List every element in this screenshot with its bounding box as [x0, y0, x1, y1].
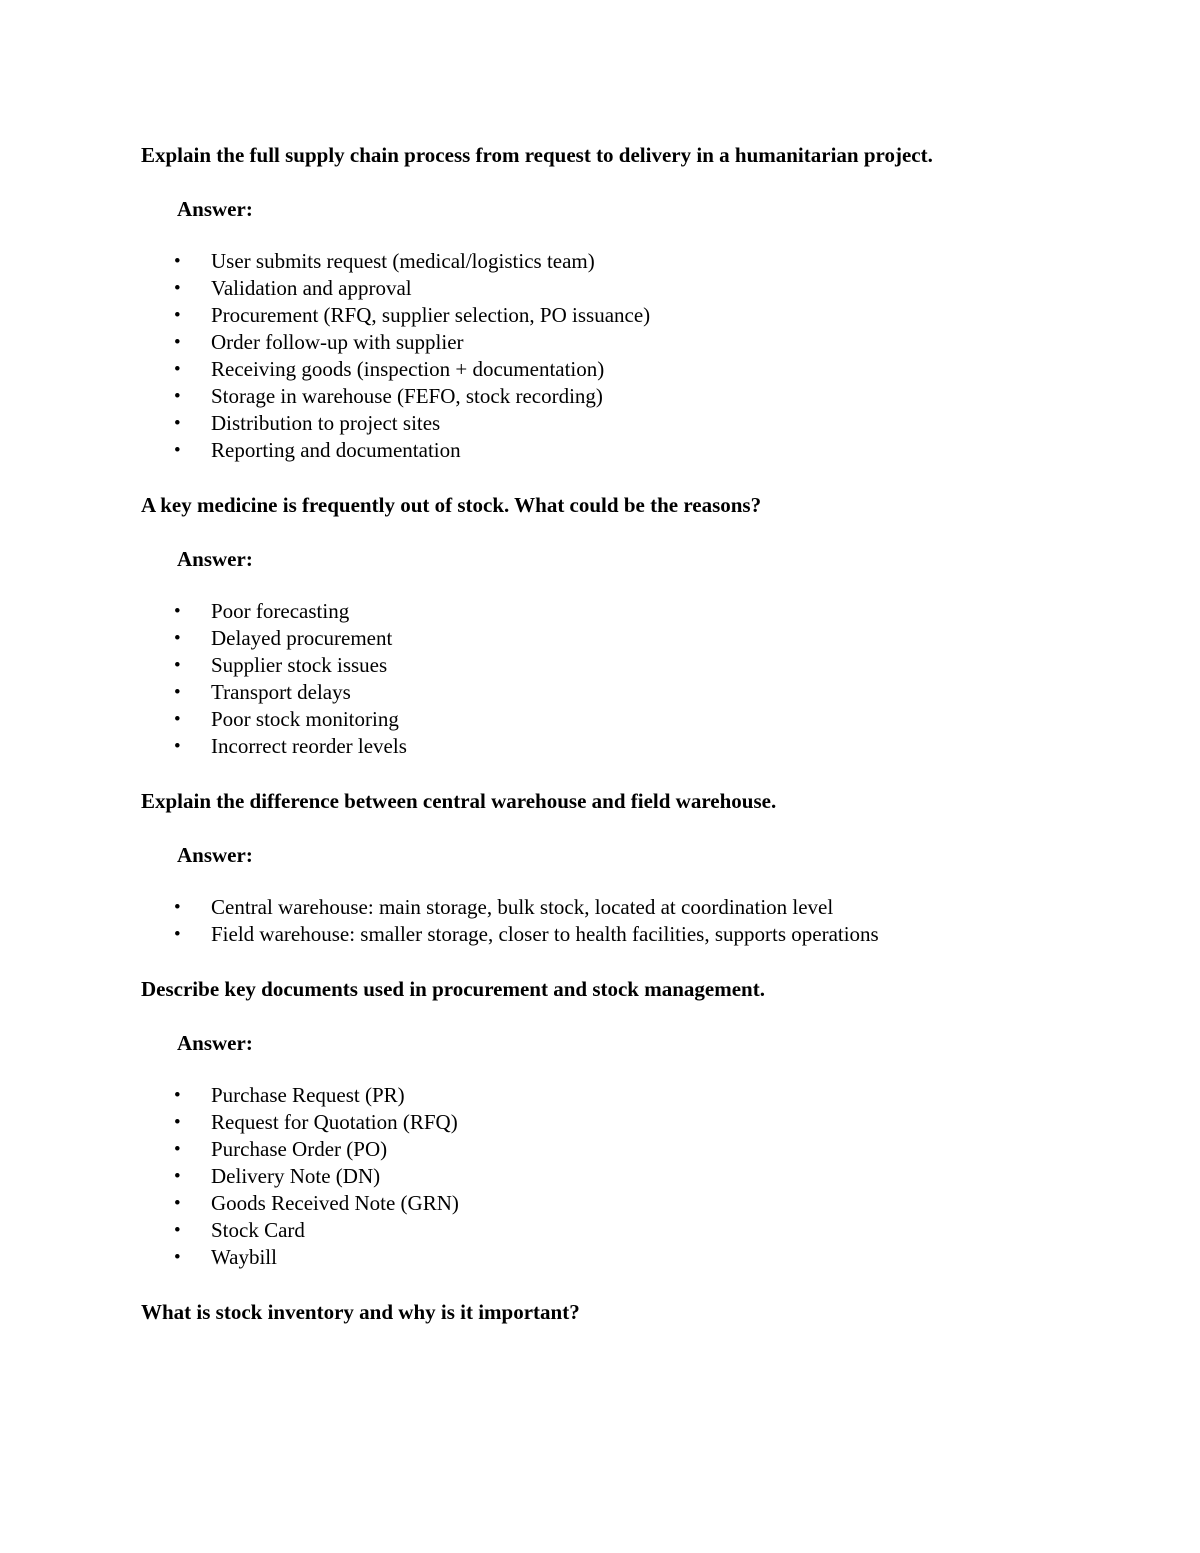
- answer-list: [141, 598, 1081, 760]
- bullet-icon: •: [174, 1193, 181, 1214]
- list-item: [141, 410, 1081, 437]
- qa-section-stock-inventory: [141, 1297, 1081, 1327]
- bullet-icon: •: [174, 1247, 181, 1268]
- list-item: [141, 706, 1081, 733]
- list-item-text: Order follow-up with supplier: [211, 330, 464, 354]
- bullet-icon: •: [174, 897, 181, 918]
- list-item-text: Poor forecasting: [211, 599, 350, 623]
- bullet-icon: •: [174, 655, 181, 676]
- bullet-icon: •: [174, 1112, 181, 1133]
- answer-list: [141, 248, 1081, 464]
- qa-section-stockout-reasons: [141, 490, 1081, 760]
- list-item: [141, 329, 1081, 356]
- question-heading: Explain the difference between central warehouse and field warehouse.: [141, 789, 777, 813]
- list-item: [141, 598, 1081, 625]
- document-content: [141, 140, 1081, 1353]
- bullet-icon: •: [174, 440, 181, 461]
- list-item: [141, 1082, 1081, 1109]
- bullet-icon: •: [174, 413, 181, 434]
- bullet-icon: •: [174, 386, 181, 407]
- list-item: [141, 921, 1081, 948]
- list-item-text: Distribution to project sites: [211, 411, 441, 435]
- list-item-text: Purchase Request (PR): [211, 1083, 405, 1107]
- list-item: [141, 1136, 1081, 1163]
- list-item: [141, 1109, 1081, 1136]
- qa-section-warehouse-difference: [141, 786, 1081, 948]
- list-item-text: Validation and approval: [211, 276, 412, 300]
- qa-section-key-documents: [141, 974, 1081, 1271]
- list-item: [141, 894, 1081, 921]
- list-item: [141, 652, 1081, 679]
- list-item: [141, 625, 1081, 652]
- bullet-icon: •: [174, 251, 181, 272]
- list-item-text: Delayed procurement: [211, 626, 393, 650]
- list-item-text: Field warehouse: smaller storage, closer to health facilities, supports operations: [211, 922, 879, 946]
- bullet-icon: •: [174, 628, 181, 649]
- list-item: [141, 1217, 1081, 1244]
- list-item-text: Stock Card: [211, 1218, 305, 1242]
- question-heading: A key medicine is frequently out of stock. What could be the reasons?: [141, 493, 762, 517]
- bullet-icon: •: [174, 1220, 181, 1241]
- list-item-text: Reporting and documentation: [211, 438, 461, 462]
- list-item-text: Incorrect reorder levels: [211, 734, 407, 758]
- list-item: [141, 356, 1081, 383]
- question-heading: Explain the full supply chain process from request to delivery in a humanitarian project.: [141, 143, 933, 167]
- bullet-icon: •: [174, 601, 181, 622]
- list-item: [141, 1244, 1081, 1271]
- question-heading: What is stock inventory and why is it important?: [141, 1300, 580, 1324]
- list-item-text: Supplier stock issues: [211, 653, 388, 677]
- answer-label: Answer:: [177, 547, 253, 571]
- bullet-icon: •: [174, 709, 181, 730]
- list-item: [141, 1163, 1081, 1190]
- bullet-icon: •: [174, 1085, 181, 1106]
- bullet-icon: •: [174, 736, 181, 757]
- bullet-icon: •: [174, 1139, 181, 1160]
- list-item-text: Poor stock monitoring: [211, 707, 399, 731]
- list-item-text: Central warehouse: main storage, bulk stock, located at coordination level: [211, 895, 834, 919]
- answer-list: [141, 894, 1081, 948]
- qa-section-supply-chain: [141, 140, 1081, 464]
- bullet-icon: •: [174, 682, 181, 703]
- answer-label: Answer:: [177, 843, 253, 867]
- list-item: [141, 1190, 1081, 1217]
- bullet-icon: •: [174, 278, 181, 299]
- list-item: [141, 248, 1081, 275]
- list-item-text: Request for Quotation (RFQ): [211, 1110, 458, 1134]
- list-item-text: Storage in warehouse (FEFO, stock recording): [211, 384, 603, 408]
- question-heading: Describe key documents used in procurement and stock management.: [141, 977, 765, 1001]
- list-item-text: Receiving goods (inspection + documentation): [211, 357, 605, 381]
- list-item: [141, 679, 1081, 706]
- answer-label: Answer:: [177, 1031, 253, 1055]
- list-item-text: Waybill: [211, 1245, 277, 1269]
- list-item-text: Procurement (RFQ, supplier selection, PO issuance): [211, 303, 651, 327]
- list-item-text: Goods Received Note (GRN): [211, 1191, 459, 1215]
- bullet-icon: •: [174, 305, 181, 326]
- list-item-text: Transport delays: [211, 680, 351, 704]
- list-item: [141, 302, 1081, 329]
- list-item: [141, 275, 1081, 302]
- list-item-text: User submits request (medical/logistics team): [211, 249, 595, 273]
- bullet-icon: •: [174, 924, 181, 945]
- list-item: [141, 437, 1081, 464]
- answer-label: Answer:: [177, 197, 253, 221]
- list-item-text: Delivery Note (DN): [211, 1164, 381, 1188]
- list-item: [141, 383, 1081, 410]
- bullet-icon: •: [174, 332, 181, 353]
- answer-list: [141, 1082, 1081, 1271]
- bullet-icon: •: [174, 359, 181, 380]
- list-item: [141, 733, 1081, 760]
- bullet-icon: •: [174, 1166, 181, 1187]
- list-item-text: Purchase Order (PO): [211, 1137, 388, 1161]
